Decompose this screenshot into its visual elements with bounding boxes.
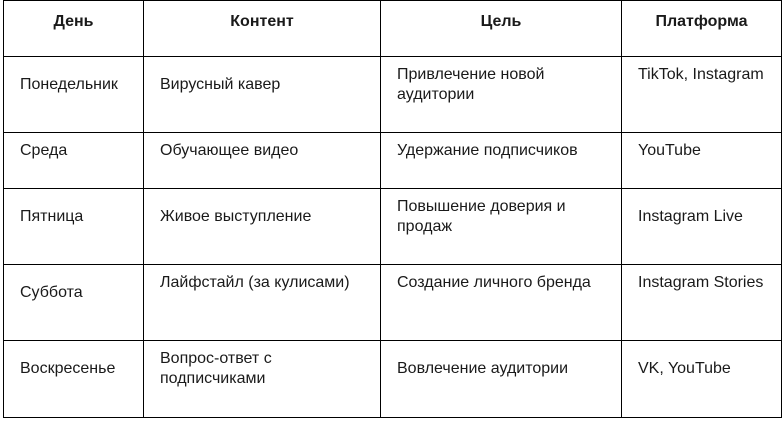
cell-content: Живое выступление [144,189,381,265]
cell-platform: Instagram Live [622,189,782,265]
cell-day: Пятница [4,189,144,265]
header-goal: Цель [381,1,622,57]
content-schedule-table [3,0,782,418]
header-day: День [4,1,144,57]
cell-day: Среда [4,133,144,189]
header-content: Контент [144,1,381,57]
table-row [4,133,782,189]
cell-goal: Создание личного бренда [381,265,622,341]
cell-content: Вопрос-ответ с подписчиками [144,341,381,418]
table-row [4,265,782,341]
cell-content: Обучающее видео [144,133,381,189]
cell-day: Воскресенье [4,341,144,418]
cell-platform: YouTube [622,133,782,189]
cell-goal: Вовлечение аудитории [381,341,622,418]
cell-platform: TikTok, Instagram [622,57,782,133]
cell-day: Суббота [4,265,144,341]
cell-platform: VK, YouTube [622,341,782,418]
table-row [4,57,782,133]
cell-day: Понедельник [4,57,144,133]
header-platform: Платформа [622,1,782,57]
cell-content: Лайфстайл (за кулисами) [144,265,381,341]
cell-platform: Instagram Stories [622,265,782,341]
cell-goal: Удержание подписчиков [381,133,622,189]
cell-content: Вирусный кавер [144,57,381,133]
table-row [4,189,782,265]
cell-goal: Повышение доверия и продаж [381,189,622,265]
table-header-row [4,1,782,57]
table-row [4,341,782,418]
cell-goal: Привлечение новой аудитории [381,57,622,133]
